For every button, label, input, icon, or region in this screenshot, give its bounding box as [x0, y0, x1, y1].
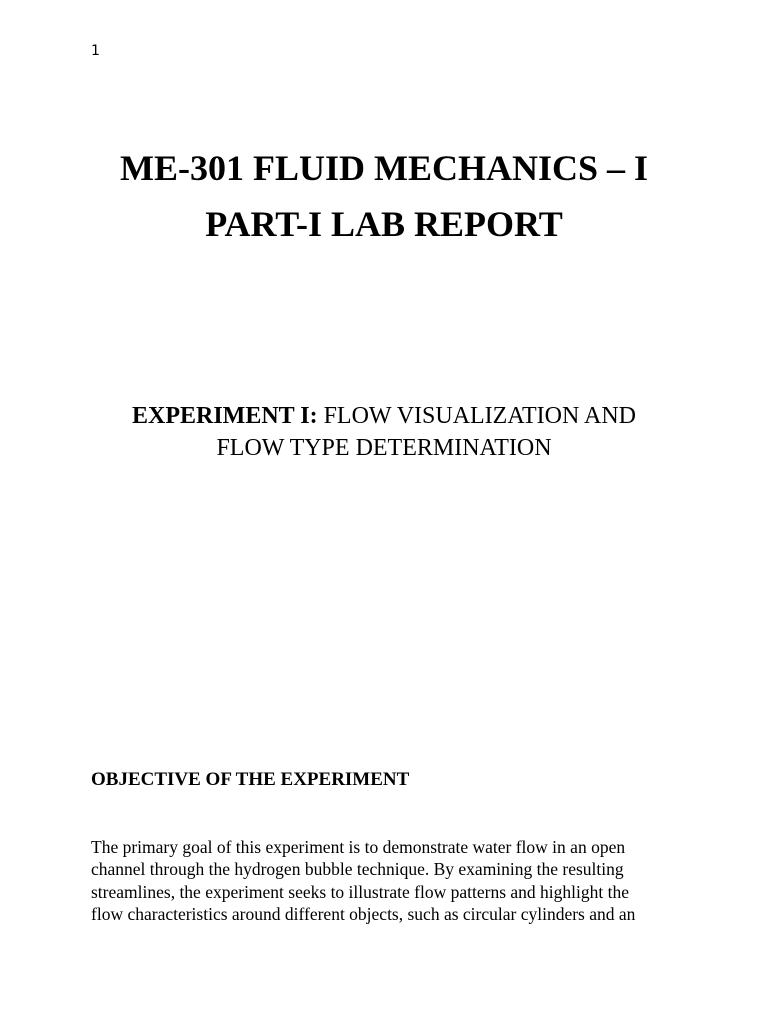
report-title — [0, 146, 768, 246]
objective-paragraph — [91, 836, 671, 925]
experiment-heading — [100, 400, 668, 464]
experiment-title-part1: FLOW VISUALIZATION AND — [317, 403, 636, 429]
experiment-label: EXPERIMENT I: — [131, 403, 318, 429]
page-number: 1 — [91, 43, 100, 59]
report-subtitle: PART-I LAB REPORT — [205, 204, 563, 244]
paragraph-line: channel through the hydrogen bubble technique. By examining the resulting — [91, 859, 624, 880]
section-heading-objective: OBJECTIVE OF THE EXPERIMENT — [91, 769, 410, 790]
paragraph-line: streamlines, the experiment seeks to illustrate flow patterns and highlight the — [91, 881, 629, 902]
paragraph-line: flow characteristics around different objects, such as circular cylinders and an — [91, 903, 636, 924]
paragraph-line: The primary goal of this experiment is to demonstrate water flow in an open — [91, 837, 626, 857]
course-title: ME-301 FLUID MECHANICS – I — [119, 148, 648, 188]
experiment-title-part2: FLOW TYPE DETERMINATION — [216, 435, 552, 461]
